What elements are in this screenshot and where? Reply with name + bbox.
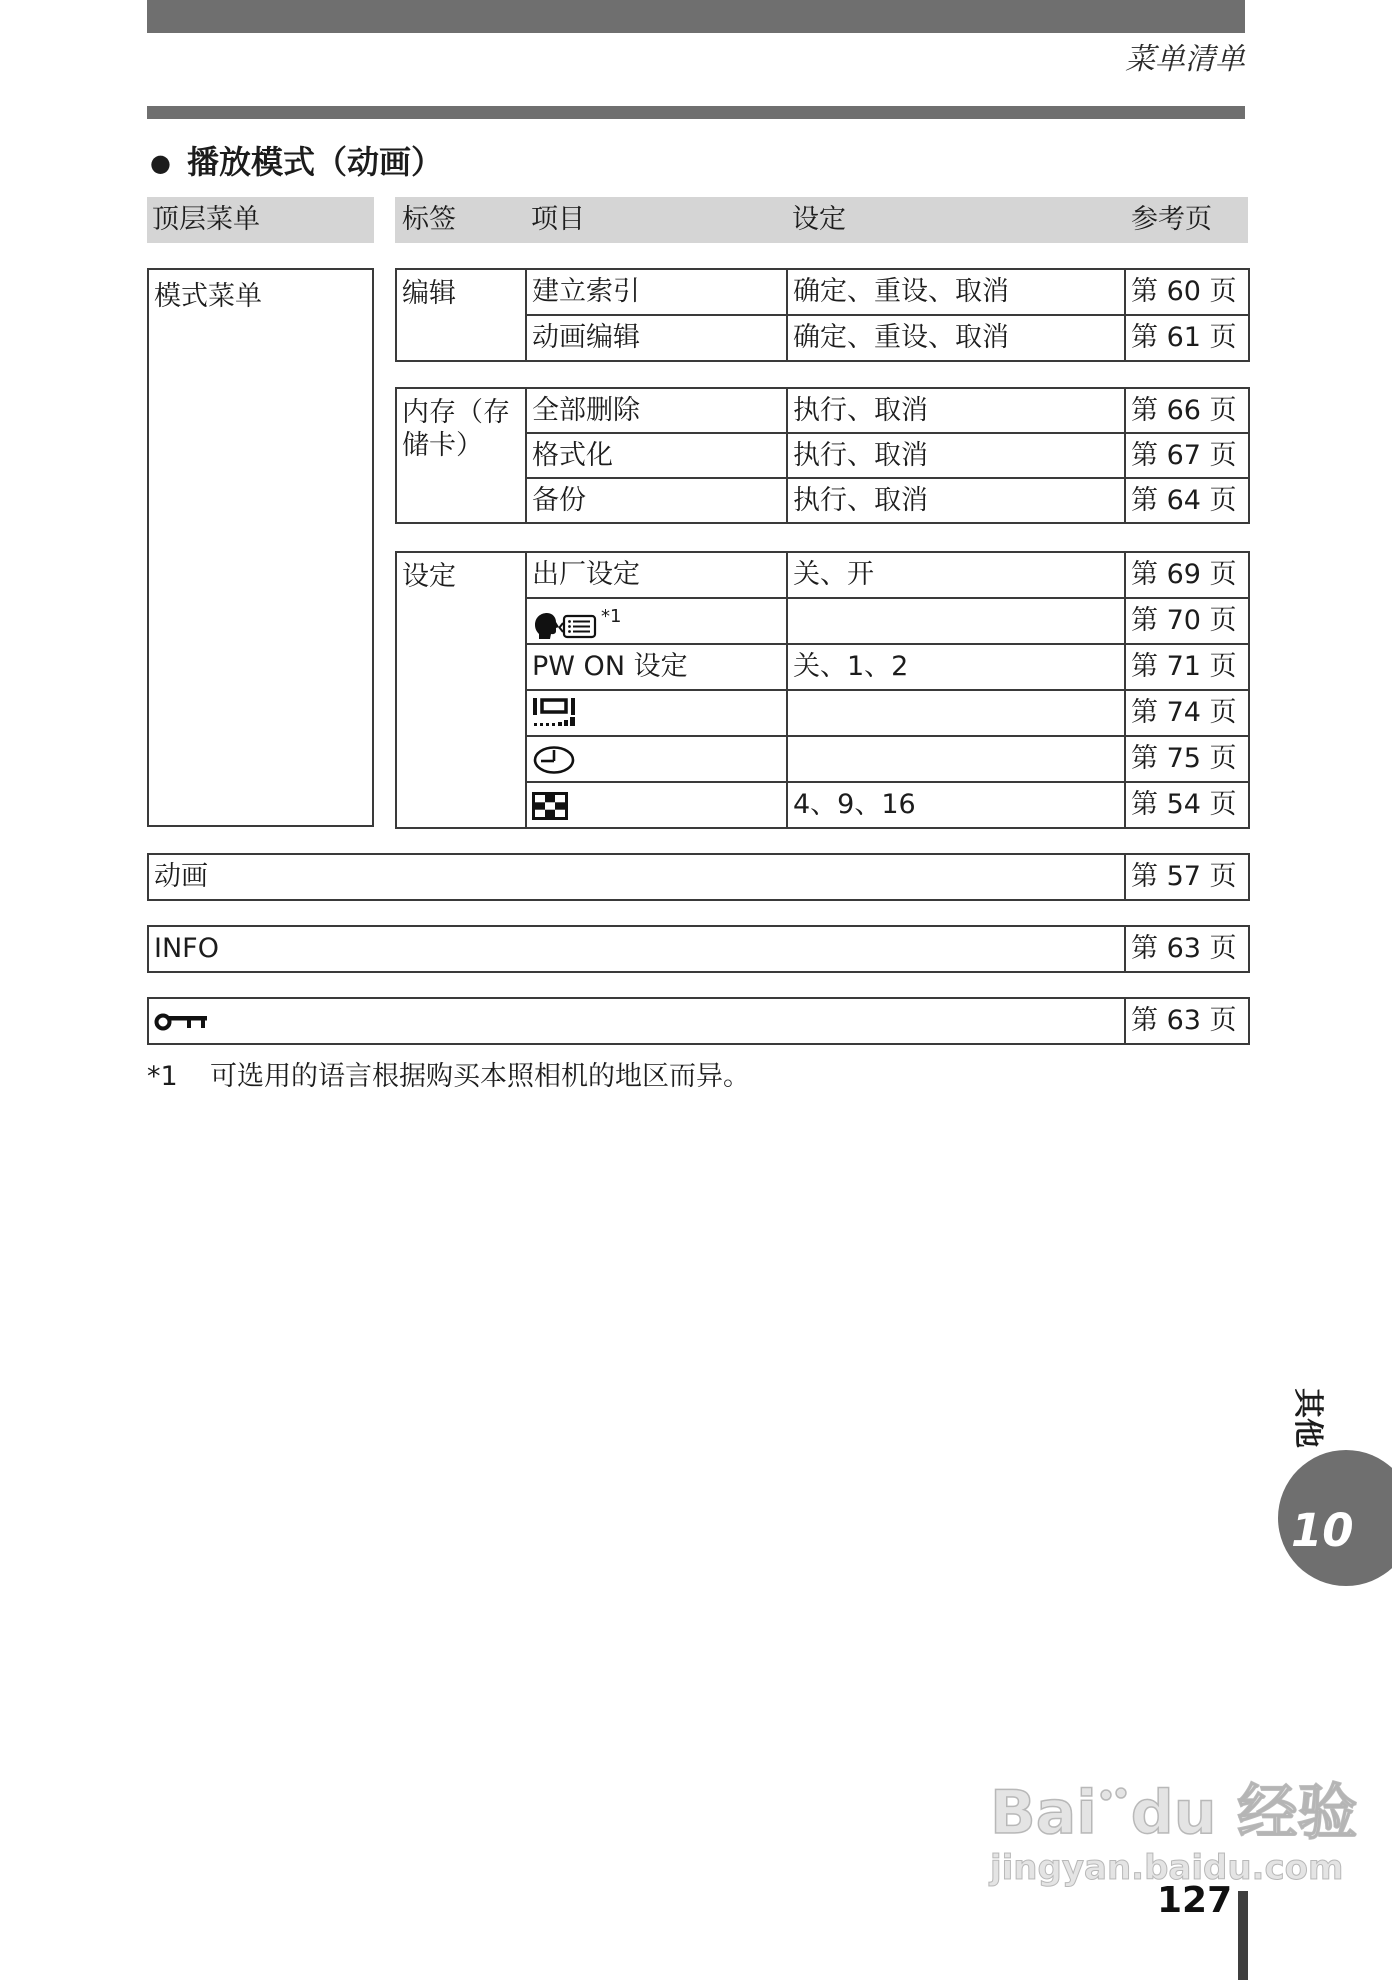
setup-group-table: [395, 551, 1250, 829]
setting-cell: 关、开: [787, 552, 1125, 598]
section-title: 菜单清单: [1125, 42, 1245, 77]
menu-label: INFO: [148, 926, 1125, 972]
footnote-text: 可选用的语言根据购买本照相机的地区而异。: [210, 1061, 750, 1092]
page-ref-cell: 第 66 页: [1125, 388, 1249, 433]
header-rule: [147, 106, 1245, 119]
mode-menu-box: [147, 268, 374, 827]
footnote-ref: *1: [601, 605, 622, 627]
page-number: 127: [1157, 1880, 1233, 1921]
item-cell: [526, 782, 787, 828]
table-row: [148, 854, 1249, 900]
page-ref-cell: 第 75 页: [1125, 736, 1249, 782]
bullet: ●: [150, 149, 171, 177]
tab-label: 编辑: [396, 269, 526, 361]
chapter-number: 10: [1291, 1504, 1354, 1557]
page-ref-cell: 第 70 页: [1125, 598, 1249, 644]
item-cell: 建立索引: [526, 269, 787, 315]
tab-label: 内存（存储卡）: [396, 388, 526, 523]
page-ref-cell: 第 69 页: [1125, 552, 1249, 598]
page-ref-cell: 第 63 页: [1125, 998, 1249, 1044]
setting-cell: 执行、取消: [787, 433, 1125, 478]
watermark-logo-left: Bai: [990, 1778, 1097, 1848]
setting-cell: 4、9、16: [787, 782, 1125, 828]
setting-cell: [787, 736, 1125, 782]
item-cell: 格式化: [526, 433, 787, 478]
watermark-logo-right: du: [1130, 1778, 1217, 1848]
paw-icon: [1099, 1787, 1129, 1839]
page-heading: [150, 143, 443, 182]
table-row: [148, 998, 1249, 1044]
header-ref-page-label: 参考页: [1131, 204, 1212, 235]
index-display-icon: [532, 792, 568, 820]
item-cell: 动画编辑: [526, 315, 787, 361]
page-ref-cell: 第 63 页: [1125, 926, 1249, 972]
edit-group-table: [395, 268, 1250, 362]
watermark: [990, 1778, 1357, 1888]
table-row: [396, 269, 1249, 315]
page-ref-cell: 第 57 页: [1125, 854, 1249, 900]
heading-title: 播放模式（动画）: [186, 143, 443, 181]
page-ref-cell: 第 71 页: [1125, 644, 1249, 690]
table-row: [148, 926, 1249, 972]
tab-label: 设定: [396, 552, 526, 828]
memory-group-table: [395, 387, 1250, 524]
page-ref-cell: 第 67 页: [1125, 433, 1249, 478]
monitor-brightness-icon: [532, 697, 576, 729]
watermark-logo: [990, 1778, 1357, 1848]
chapter-title: 其他: [1290, 1388, 1325, 1448]
setting-cell: 执行、取消: [787, 478, 1125, 523]
footnote-mark: *1: [147, 1061, 178, 1092]
protect-menu-row: [147, 997, 1250, 1045]
page-ref-cell: 第 60 页: [1125, 269, 1249, 315]
page-number-rule: [1238, 1891, 1248, 1980]
page-ref-cell: 第 64 页: [1125, 478, 1249, 523]
page-ref-cell: 第 74 页: [1125, 690, 1249, 736]
page-ref-cell: 第 61 页: [1125, 315, 1249, 361]
header-top-menu-cell: [147, 197, 374, 243]
table-row: [396, 552, 1249, 598]
header-tab-label: 标签: [402, 204, 456, 235]
item-cell: [526, 598, 787, 644]
watermark-logo-cn: 经验: [1237, 1778, 1358, 1848]
setting-cell: 确定、重设、取消: [787, 315, 1125, 361]
item-cell: 备份: [526, 478, 787, 523]
table-row: [396, 388, 1249, 433]
menu-label: [148, 998, 1125, 1044]
header-top-menu-label: 顶层菜单: [152, 204, 260, 235]
header-item-label: 项目: [531, 204, 585, 235]
item-cell: [526, 690, 787, 736]
language-icon: [532, 611, 598, 641]
header-columns: [395, 197, 1248, 243]
setting-cell: [787, 598, 1125, 644]
protect-key-icon: [154, 1011, 208, 1033]
setting-cell: 执行、取消: [787, 388, 1125, 433]
movie-menu-row: [147, 853, 1250, 901]
setting-cell: 确定、重设、取消: [787, 269, 1125, 315]
menu-label: 动画: [148, 854, 1125, 900]
item-cell: PW ON 设定: [526, 644, 787, 690]
info-menu-row: [147, 925, 1250, 973]
footnote: [147, 1060, 750, 1094]
item-cell: 全部删除: [526, 388, 787, 433]
item-cell: 出厂设定: [526, 552, 787, 598]
setting-cell: [787, 690, 1125, 736]
item-cell: [526, 736, 787, 782]
setting-cell: 关、1、2: [787, 644, 1125, 690]
chapter-tab: [1278, 1450, 1392, 1586]
top-bar: [147, 0, 1245, 33]
clock-icon: [532, 745, 576, 775]
header-setting-label: 设定: [792, 204, 846, 235]
watermark-url: jingyan.baidu.com: [990, 1848, 1344, 1888]
page-ref-cell: 第 54 页: [1125, 782, 1249, 828]
mode-menu-label: 模式菜单: [154, 281, 262, 312]
